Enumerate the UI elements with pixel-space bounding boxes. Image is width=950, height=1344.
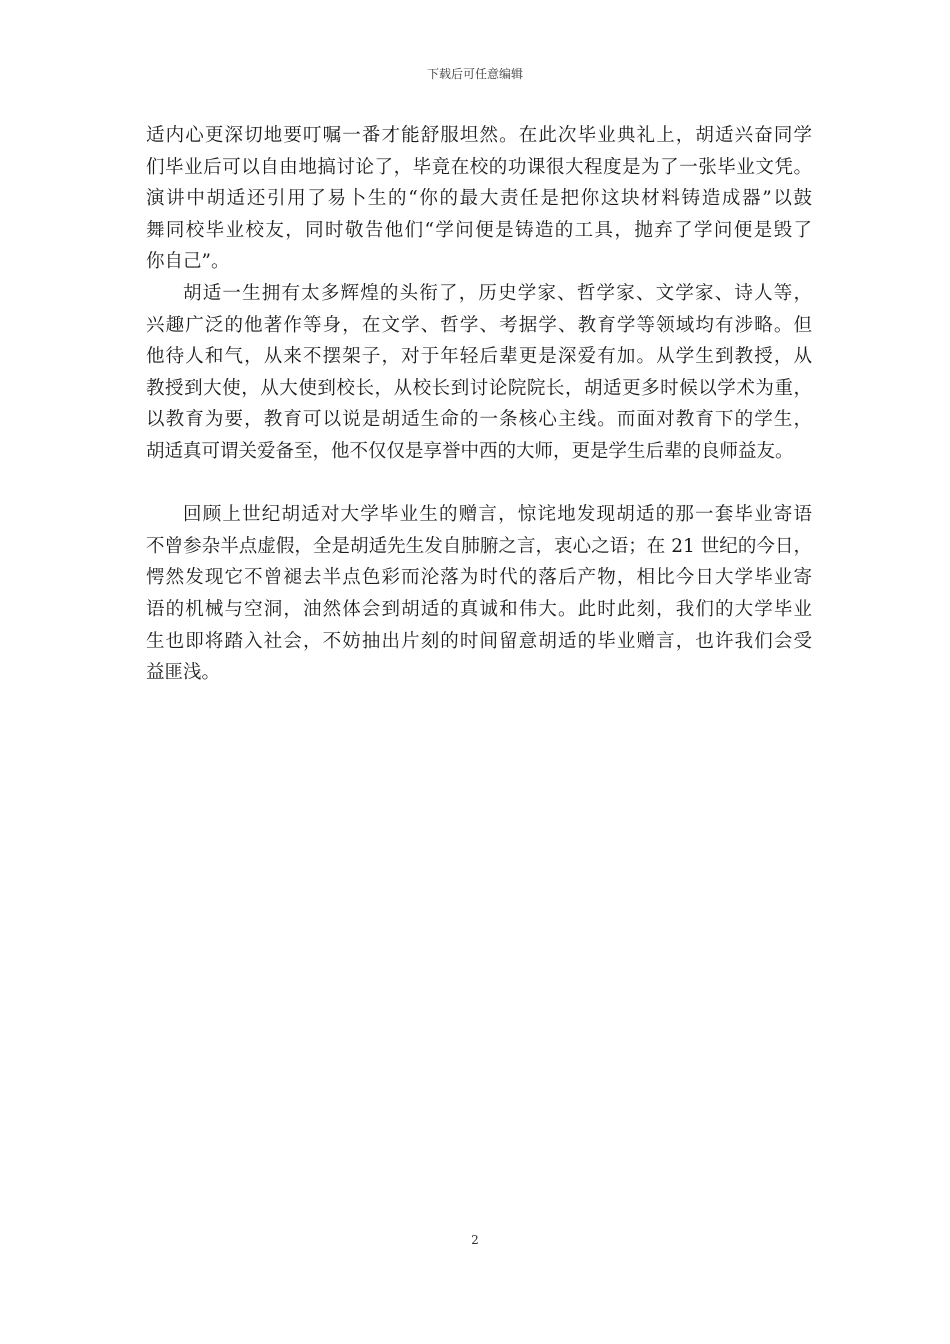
paragraph-line: 舞同校毕业校友，同时敬告他们“学问便是铸造的工具，抛弃了学问便是毁了 [146, 219, 812, 241]
paragraph-line: 他待人和气，从来不摆架子，对于年轻后辈更是深爱有加。从学生到教授，从 [146, 346, 812, 368]
paragraph-line: 适内心更深切地要叮嘱一番才能舒服坦然。在此次毕业典礼上，胡适兴奋同学 [146, 125, 812, 146]
paragraph-line: 们毕业后可以自由地搞讨论了，毕竟在校的功课很大程度是为了一张毕业文凭。 [146, 156, 812, 178]
paragraph-line: 语的机械与空洞，油然体会到胡适的真诚和伟大。此时此刻，我们的大学毕业 [146, 598, 812, 620]
paragraph-line: 以教育为要，教育可以说是胡适生命的一条核心主线。而面对教育下的学生， [146, 409, 812, 431]
paragraph-line: 生也即将踏入社会，不妨抽出片刻的时间留意胡适的毕业赠言，也许我们会受 [146, 630, 812, 652]
paragraph-line: 愕然发现它不曾褪去半点色彩而沦落为时代的落后产物，相比今日大学毕业寄 [146, 567, 812, 589]
paragraph-line: 胡适真可谓关爱备至，他不仅仅是享誉中西的大师，更是学生后辈的良师益友。 [146, 440, 794, 462]
paragraph-line: 胡适一生拥有太多辉煌的头衔了，历史学家、哲学家、文学家、诗人等， [183, 282, 812, 304]
paragraph-line: 教授到大使，从大使到校长，从校长到讨论院院长，胡适更多时候以学术为重， [146, 377, 812, 399]
paragraph-spacer [146, 468, 812, 500]
paragraph-3 [146, 499, 812, 689]
paragraph-line: 回顾上世纪胡适对大学毕业生的赠言，惊诧地发现胡适的那一套毕业寄语 [183, 504, 812, 526]
page-header: 下载后可任意编辑 [426, 67, 523, 81]
paragraph-line: 益匪浅。 [146, 662, 221, 684]
paragraph-line: 兴趣广泛的他著作等身，在文学、哲学、考据学、教育学等领域均有涉略。但 [146, 314, 812, 336]
page-number: 2 [471, 1233, 479, 1247]
paragraph-line: 不曾参杂半点虚假，全是胡适先生发自肺腑之言，衷心之语；在 21 世纪的今日， [146, 535, 812, 557]
paragraph-2 [146, 278, 812, 468]
paragraph-line: 你自己”。 [146, 251, 230, 273]
document-body [146, 120, 812, 689]
paragraph-line: 演讲中胡适还引用了易卜生的“你的最大责任是把你这块材料铸造成器”以鼓 [146, 188, 812, 210]
paragraph-1 [146, 120, 812, 278]
